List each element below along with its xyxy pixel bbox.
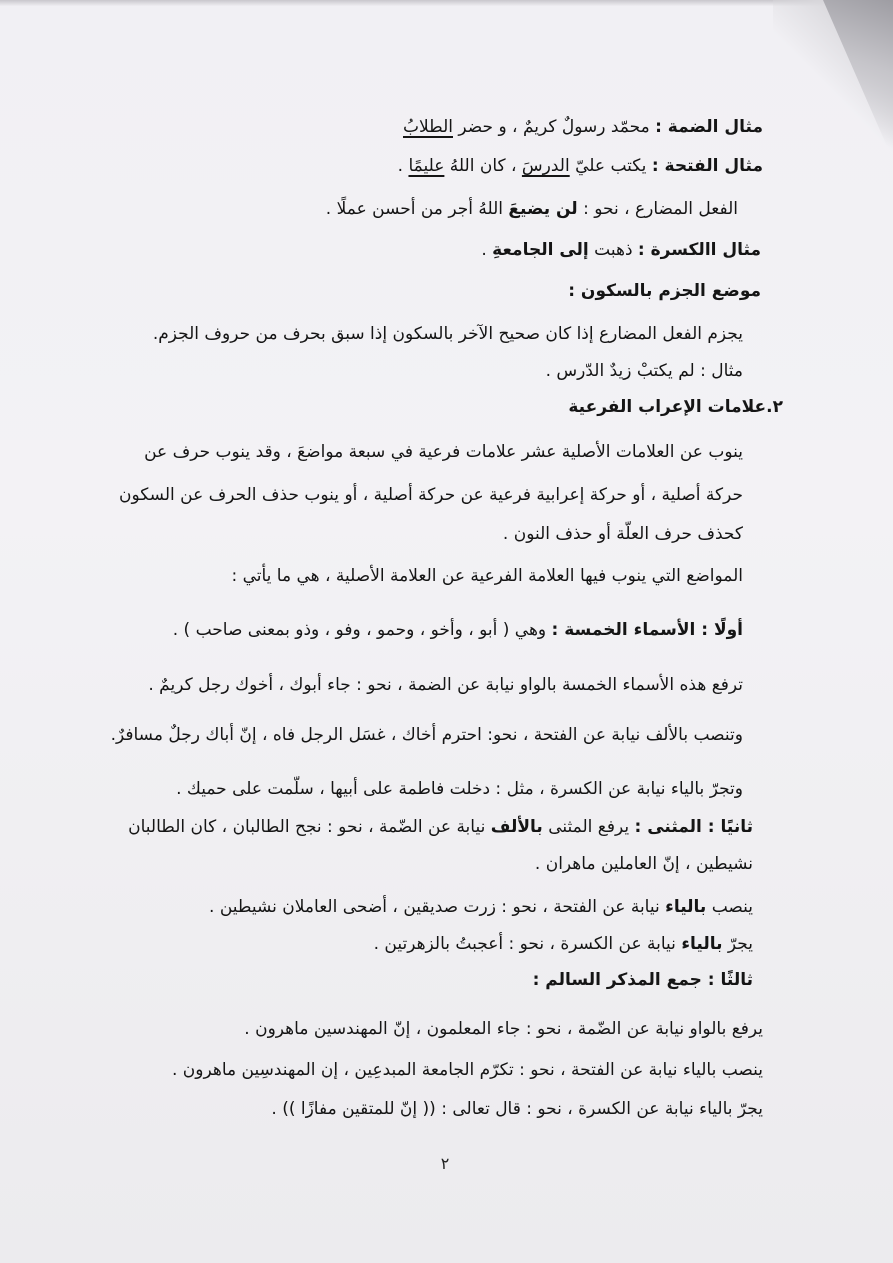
example-fatha-line: مثال الفتحة : يكتب عليّ الدرسَ ، كان اللهُ عليمًا . (397, 156, 763, 176)
page-number: ٢ (440, 1154, 450, 1173)
dual-nasb-line: ينصب بالياء نيابة عن الفتحة ، نحو : زرت صديقين ، أضحى العاملان نشيطين . (209, 897, 753, 917)
paragraph-line-4: المواضع التي ينوب فيها العلامة الفرعية عن العلامة الأصلية ، هي ما يأتي : (231, 566, 743, 586)
five-nouns-raf-line: ترفع هذه الأسماء الخمسة بالواو نيابة عن الضمة ، نحو : جاء أبوك ، أخوك رجل كريمٌ . (148, 675, 743, 695)
dual-jarr-line: يجرّ بالياء نيابة عن الكسرة ، نحو : أعجبتُ بالزهرتين . (373, 934, 753, 954)
five-nouns-jarr-line: وتجرّ بالياء نيابة عن الكسرة ، مثل : دخلت فاطمة على أبيها ، سلّمت على حميك . (176, 779, 743, 799)
present-verb-line: الفعل المضارع ، نحو : لن يضيعَ اللهُ أجر من أحسن عملًا . (325, 199, 738, 219)
plural-raf-line: يرفع بالواو نيابة عن الضّمة ، نحو : جاء المعلمون ، إنّ المهندسين ماهرون . (244, 1019, 763, 1039)
example-kasra-line: مثال االكسرة : ذهبت إلى الجامعةِ . (481, 240, 761, 260)
heading-secondary-marks: ٢.علامات الإعراب الفرعية (568, 397, 783, 417)
five-nouns-line: أولًا : الأسماء الخمسة : وهي ( أبو ، وأخو ، وحمو ، وفو ، وذو بمعنى صاحب ) . (172, 620, 743, 640)
dual-line-2: نشيطين ، إنّ العاملين ماهران . (534, 854, 753, 874)
paragraph-line-2: حركة أصلية ، أو حركة إعرابية فرعية عن حركة أصلية ، أو ينوب حذف الحرف عن السكون (119, 485, 743, 505)
jazm-rule-line: يجزم الفعل المضارع إذا كان صحيح الآخر بالسكون إذا سبق بحرف من حروف الجزم. (152, 324, 743, 344)
plural-nasb-line: ينصب بالياء نيابة عن الفتحة ، نحو : تكرّم الجامعة المبدعِين ، إن المهندسِين ماهرون . (172, 1060, 763, 1080)
page-top-edge (0, 0, 893, 6)
five-nouns-nasb-line: وتنصب بالألف نيابة عن الفتحة ، نحو: احترم أخاك ، غسَل الرجل فاه ، إنّ أباك رجلٌ مسافرٌ. (110, 725, 743, 745)
heading-sound-masculine-plural: ثالثًا : جمع المذكر السالم : (532, 970, 753, 990)
example-damma-line: مثال الضمة : محمّد رسولٌ كريمٌ ، و حضر الطلابُ (403, 117, 763, 137)
heading-jazm-sukun: موضع الجزم بالسكون : (568, 281, 761, 301)
paragraph-line-3: كحذف حرف العلّة أو حذف النون . (502, 524, 743, 544)
paragraph-line-1: ينوب عن العلامات الأصلية عشر علامات فرعية في سبعة مواضعَ ، وقد ينوب حرف عن (144, 442, 743, 462)
jazm-example-line: مثال : لم يكتبْ زيدٌ الدّرس . (545, 361, 743, 381)
dual-line: ثانيًا : المثنى : يرفع المثنى بالألف نيابة عن الضّمة ، نحو : نجح الطالبان ، كان الطالبان (128, 817, 753, 837)
plural-jarr-line: يجرّ بالياء نيابة عن الكسرة ، نحو : قال تعالى : (( إنّ للمتقين مفازًا )) . (271, 1099, 763, 1119)
